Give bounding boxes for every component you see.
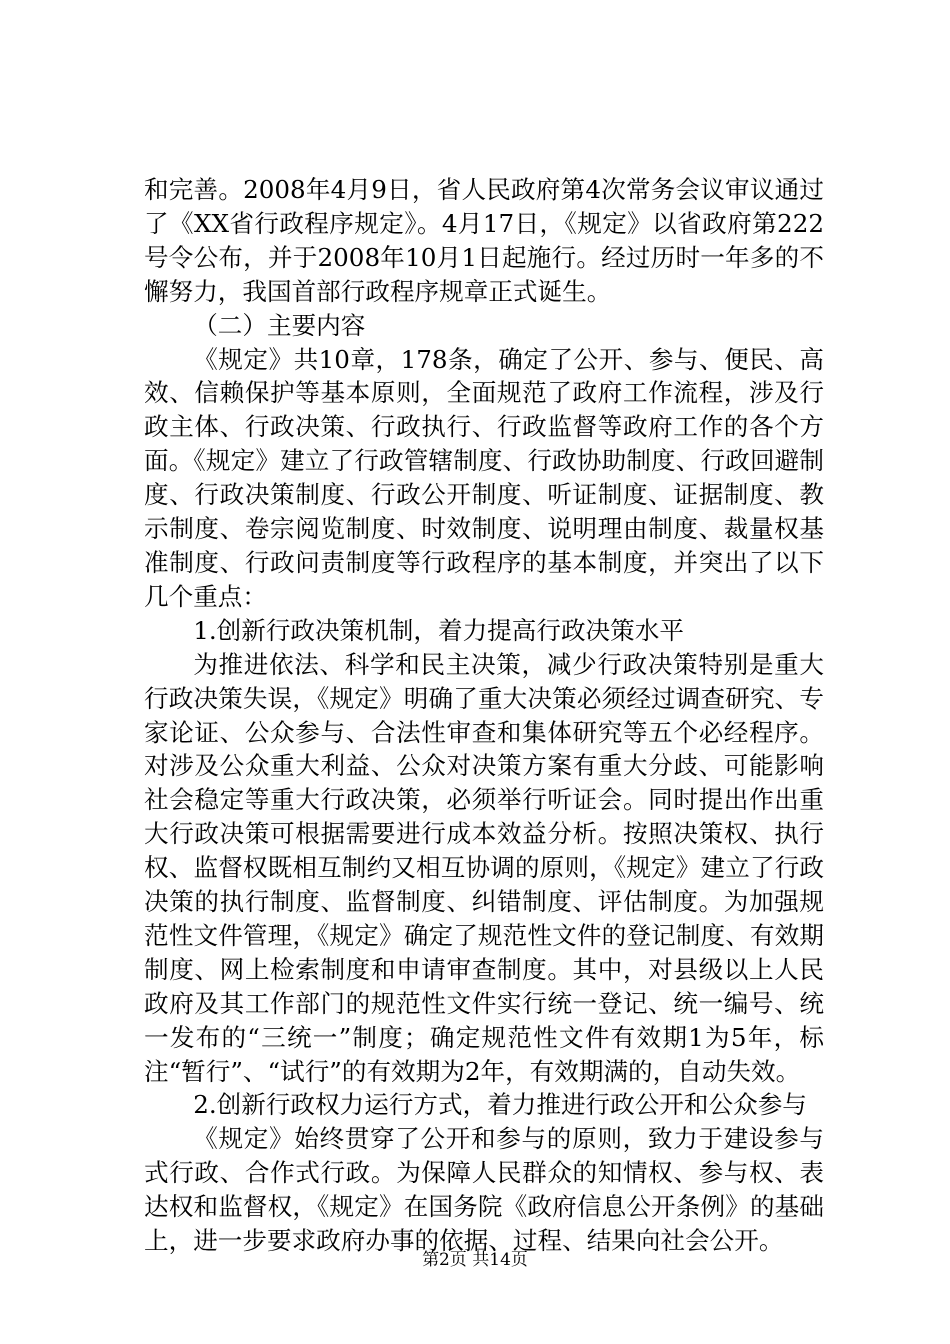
subheading-decision-mechanism: 1.创新行政决策机制，着力提高行政决策水平 [193, 615, 684, 645]
paragraph-power-operation: 《规定》始终贯穿了公开和参与的原则，致力于建设参与式行政、合作式行政。为保障人民群众的知情权、参与权、表达权和监督权，《规定》在国务院《政府信息公开条例》的基础上，进一步要求政府办事的依据、过程、结果向社会公开。 [144, 1124, 824, 1256]
document-body [144, 173, 824, 1258]
paragraph-decision-mechanism: 为推进依法、科学和民主决策，减少行政决策特别是重大行政决策失误，《规定》明确了重大决策必须经过调查研究、专家论证、公众参与、合法性审查和集体研究等五个必经程序。对涉及公众重大利益、公众对决策方案有重大分歧、可能影响社会稳定等重大行政决策，必须举行听证会。同时提出作出重大行政决策可根据需要进行成本效益分析。按照决策权、执行权、监督权既相互制约又相互协调的原则，《规定》建立了行政决策的执行制度、监督制度、纠错制度、评估制度。为加强规范性文件管理，《规定》确定了规范性文件的登记制度、有效期制度、网上检索制度和申请审查制度。其中，对县级以上人民政府及其工作部门的规范性文件实行统一登记、统一编号、统一发布的“三统一”制度；确定规范性文件有效期1为5年，标注“暂行”、“试行”的有效期为2年，有效期满的，自动失效。 [144, 649, 824, 1086]
page-footer [0, 1245, 950, 1270]
subheading-power-operation: 2.创新行政权力运行方式，着力推进行政公开和公众参与 [193, 1090, 807, 1120]
section-heading-main-content: （二）主要内容 [193, 310, 366, 340]
paragraph-continuation: 和完善。2008年4月9日，省人民政府第4次常务会议审议通过了《XX省行政程序规定》。4月17日，《规定》以省政府第222号令公布，并于2008年10月1日起施行。经过历时一年多的不懈努力，我国首部行政程序规章正式诞生。 [144, 175, 824, 306]
paragraph-overview: 《规定》共10章，178条，确定了公开、参与、便民、高效、信赖保护等基本原则，全面规范了政府工作流程，涉及行政主体、行政决策、行政执行、行政监督等政府工作的各个方面。《规定》建立了行政管辖制度、行政协助制度、行政回避制度、行政决策制度、行政公开制度、听证制度、证据制度、教示制度、卷宗阅览制度、时效制度、说明理由制度、裁量权基准制度、行政问责制度等行政程序的基本制度，并突出了以下几个重点： [144, 344, 824, 611]
page-number: 第2页 共14页 [422, 1250, 528, 1270]
